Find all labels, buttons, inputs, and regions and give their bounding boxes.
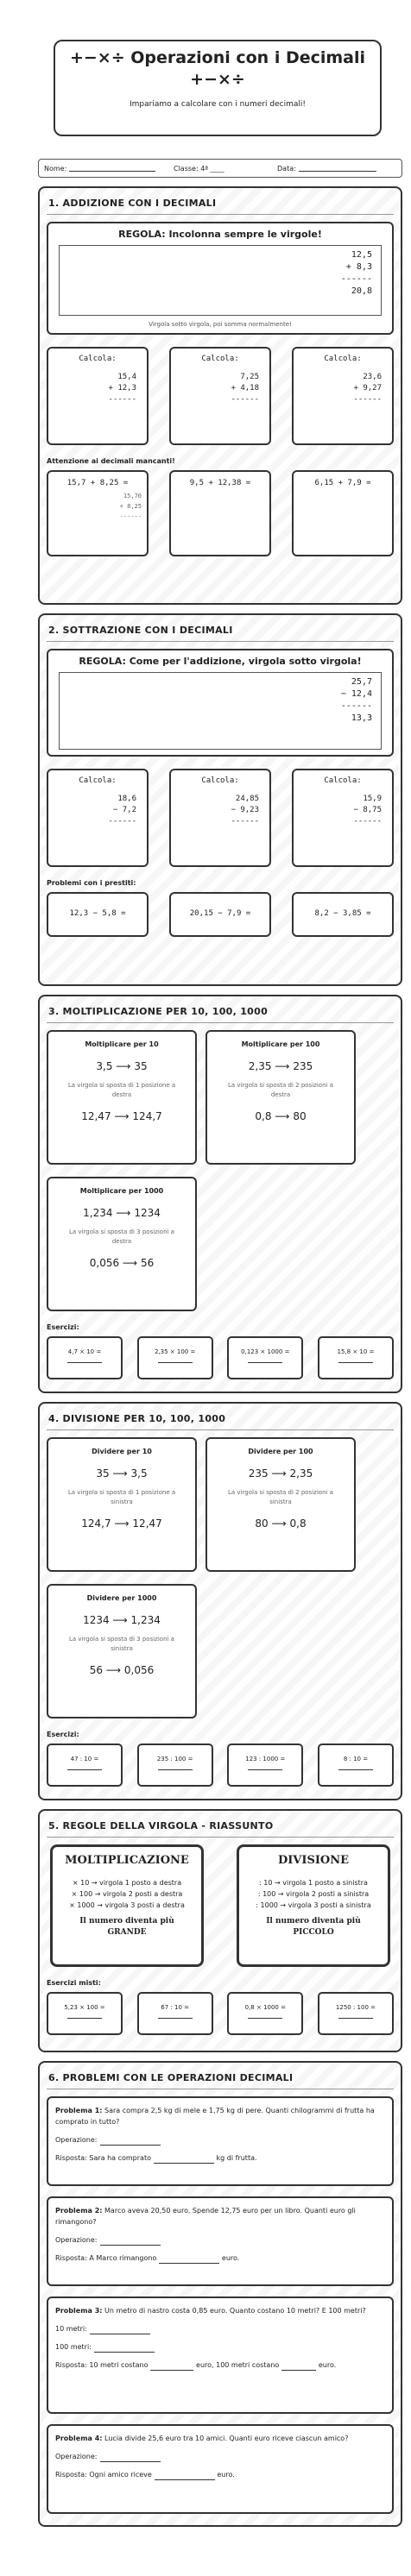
calc-box[interactable] [292, 347, 394, 445]
operation-label: 10 metri: [55, 2325, 87, 2333]
class-field[interactable] [174, 165, 277, 173]
calc-line: 24,85 [235, 795, 259, 803]
example-from: 0,8 [255, 1110, 272, 1122]
answer-line [67, 1769, 102, 1770]
operation-label: Operazione: [55, 2236, 98, 2244]
card-title: MOLTIPLICAZIONE [65, 1854, 189, 1867]
exercise-box[interactable] [137, 1744, 213, 1787]
exercise-text: 123 : 1000 = [245, 1756, 286, 1762]
calc-box[interactable] [292, 769, 394, 867]
answer-label: Risposta: A Marco rimangono [55, 2254, 157, 2262]
card-note: La virgola si sposta di 1 posizione a destra [67, 1082, 176, 1098]
exercise-row [47, 1744, 394, 1787]
exercise-text: 0,123 × 1000 = [241, 1348, 290, 1355]
answer-line [158, 2018, 193, 2019]
answer-unit: euro, 100 metri costano [196, 2361, 280, 2369]
example-line: 13,3 [351, 713, 372, 723]
name-field[interactable] [44, 165, 174, 173]
rule-conclusion-word: PICCOLO [293, 1928, 334, 1937]
operation-label: Operazione: [55, 2453, 98, 2460]
exercise-box[interactable] [137, 1992, 213, 2035]
rule-box [47, 222, 394, 335]
rule-line: × 100 → virgola 2 posti a destra [71, 1890, 183, 1898]
card-title: Dividere per 100 [248, 1448, 313, 1455]
exercise-text: 6,15 + 7,9 = [314, 479, 371, 487]
exercise-text: 2,35 × 100 = [154, 1348, 196, 1355]
rule-card [206, 1030, 356, 1165]
example-line: ------ [340, 274, 372, 284]
example-from: 1,234 [83, 1207, 113, 1219]
operation-label: 100 metri: [55, 2343, 92, 2351]
card-note: La virgola si sposta di 3 posizioni a sinistra [69, 1636, 174, 1652]
answer-line [338, 2018, 373, 2019]
answer-label: Risposta: Ogni amico riceve [55, 2471, 152, 2479]
answer-line-row [55, 2252, 385, 2264]
subheading: Esercizi: [47, 1323, 79, 1331]
exercise-box[interactable] [227, 1744, 303, 1787]
answer-label: Risposta: 10 metri costano [55, 2361, 149, 2369]
calc-line: 15,9 [363, 795, 382, 803]
example: 56 ⟶ 0,056 [89, 1664, 155, 1676]
rule-conclusion-word: GRANDE [107, 1928, 147, 1937]
answer-line [67, 1362, 102, 1363]
section-division [38, 1402, 402, 1800]
exercise-text: 15,7 + 8,25 = [66, 479, 129, 487]
exercise-box[interactable] [318, 1744, 394, 1787]
example-to: 0,056 [123, 1664, 155, 1676]
problem-text [55, 2205, 385, 2227]
answer-line-row [55, 2359, 385, 2371]
worksheet-header [54, 40, 382, 136]
answer-line [159, 2256, 219, 2264]
exercise-text: 9,5 + 12,38 = [189, 479, 251, 487]
example: 1,234 ⟶ 1234 [83, 1207, 161, 1219]
answer-line [338, 1362, 373, 1363]
subheading: Esercizi misti: [47, 1979, 101, 1987]
exercise-text: 0,8 × 1000 = [244, 2004, 286, 2011]
problem-body: Marco aveva 20,50 euro. Spende 12,75 euro per un libro. Quanti euro gli rimangono? [55, 2207, 356, 2226]
section-title: 1. ADDIZIONE CON I DECIMALI [47, 195, 394, 215]
example-to: 3,5 [130, 1467, 148, 1480]
answer-line-row [55, 2152, 385, 2164]
rule-conclusion: Il numero diventa più [79, 1917, 174, 1926]
example-from: 35 [96, 1467, 110, 1480]
card-note: La virgola si sposta di 3 posizioni a destra [69, 1228, 174, 1245]
example: 124,7 ⟶ 12,47 [81, 1517, 162, 1530]
example-to: 0,8 [289, 1517, 307, 1530]
card-note: La virgola si sposta di 1 posizione a sinistra [67, 1489, 176, 1505]
card-note: La virgola si sposta di 2 posizioni a destra [228, 1082, 333, 1098]
problem-label: Problema 4: [55, 2435, 103, 2442]
date-label: Data: [277, 164, 296, 173]
example: 2,35 ⟶ 235 [248, 1060, 313, 1072]
answer-unit: euro. [217, 2471, 235, 2479]
card-note: La virgola si sposta di 2 posizioni a sinistra [228, 1489, 333, 1505]
example: 12,47 ⟶ 124,7 [81, 1110, 162, 1122]
calc-label: Calcola: [324, 776, 362, 785]
example-to: 35 [134, 1060, 148, 1072]
exercise-text: 1250 : 100 = [335, 2004, 376, 2011]
rule-card [47, 1177, 197, 1311]
mini-exercise[interactable] [292, 470, 394, 556]
calc-label: Calcola: [201, 776, 239, 785]
exercise-box[interactable] [47, 1992, 123, 2035]
example-line: 12,5 [351, 250, 372, 260]
exercise-row [47, 1336, 394, 1379]
answer-line [281, 2363, 316, 2371]
answer-line [154, 2156, 214, 2164]
calc-line: − 7,2 [112, 806, 136, 814]
example: 0,8 ⟶ 80 [255, 1110, 307, 1122]
problem-text [55, 2105, 385, 2127]
problem-text [55, 2305, 385, 2316]
answer-line [90, 2327, 150, 2334]
student-info-bar [38, 159, 402, 178]
answer-line [158, 1362, 193, 1363]
rule-note: Virgola sotto virgola, poi somma normalmente! [149, 321, 292, 328]
problem-text [55, 2433, 385, 2444]
mini-exercise[interactable] [169, 470, 271, 556]
exercise-box[interactable] [47, 1744, 123, 1787]
section-subtraction [38, 613, 402, 986]
page-subtitle: Impariamo a calcolare con i numeri decimali! [130, 100, 306, 109]
exercise-text: 4,7 × 10 = [67, 1348, 102, 1355]
exercise-box[interactable] [227, 1336, 303, 1379]
problem-label: Problema 3: [55, 2307, 103, 2315]
answer-line [150, 2363, 193, 2371]
calc-line: ------ [108, 395, 136, 404]
example-to: 56 [140, 1257, 155, 1269]
mini-exercise[interactable] [47, 470, 149, 556]
exercise-box[interactable] [318, 1992, 394, 2035]
rule-card [47, 1437, 197, 1572]
date-line [299, 165, 376, 172]
problem-card[interactable] [47, 2424, 394, 2514]
answer-unit: euro. [221, 2254, 240, 2262]
operation-line [55, 2323, 385, 2334]
exercise-text: 8,2 − 3,85 = [314, 909, 371, 918]
rule-example [59, 672, 382, 750]
example: 1234 ⟶ 1,234 [83, 1614, 161, 1626]
problem-body: Sara compra 2,5 kg di mele e 1,75 kg di pere. Quanti chilogrammi di frutta ha comprato in tutto? [55, 2107, 375, 2126]
rule-box [47, 649, 394, 757]
card-title: Dividere per 10 [92, 1448, 152, 1455]
rule-conclusion: Il numero diventa più [266, 1917, 361, 1926]
exercise-box[interactable] [137, 1336, 213, 1379]
example: 235 ⟶ 2,35 [248, 1467, 313, 1480]
problem-card[interactable] [47, 2296, 394, 2414]
rule-line: : 1000 → virgola 3 posti a sinistra [256, 1901, 371, 1909]
rule-cards [47, 1030, 394, 1311]
example-to: 2,35 [289, 1467, 313, 1480]
calc-label: Calcola: [201, 355, 239, 363]
summary-card-division [237, 1844, 390, 1967]
calc-box[interactable] [169, 769, 271, 867]
example-line: 25,7 [351, 677, 372, 687]
mini-row [47, 892, 394, 937]
calc-line: ------ [231, 395, 259, 404]
example-line: 20,8 [351, 286, 372, 296]
answer-label: Risposta: Sara ha comprato [55, 2154, 151, 2162]
rule-title: REGOLA: Come per l'addizione, virgola sotto virgola! [79, 656, 362, 667]
calc-line: ------ [353, 817, 382, 826]
summary-cards [47, 1844, 394, 1967]
calc-line: 18,6 [117, 795, 136, 803]
calc-label: Calcola: [79, 355, 117, 363]
mini-exercise[interactable] [292, 892, 394, 937]
mini-exercise[interactable] [169, 892, 271, 937]
answer-line [248, 1362, 282, 1363]
subheading: Problemi con i prestiti: [47, 879, 136, 887]
problem-body: Lucia divide 25,6 euro tra 10 amici. Quanti euro riceve ciascun amico? [104, 2435, 349, 2442]
answer-unit: euro. [318, 2361, 337, 2369]
exercise-text: 67 : 10 = [161, 2004, 190, 2011]
exercise-text: 20,15 − 7,9 = [189, 909, 251, 918]
answer-line [338, 1769, 373, 1770]
section-title: 6. PROBLEMI CON LE OPERAZIONI DECIMALI [47, 2070, 394, 2089]
problem-card[interactable] [47, 2096, 394, 2186]
example-to: 124,7 [132, 1110, 162, 1122]
answer-line [100, 2238, 161, 2246]
hint-line: + 8,25 [119, 503, 142, 510]
rule-title: REGOLA: Incolonna sempre le virgole! [118, 229, 322, 240]
calc-line: + 9,27 [353, 384, 382, 393]
section-title: 2. SOTTRAZIONE CON I DECIMALI [47, 622, 394, 642]
answer-line [100, 2138, 161, 2146]
calc-row [47, 769, 394, 867]
subheading: Attenzione ai decimali mancanti! [47, 457, 175, 465]
example-from: 1234 [83, 1614, 110, 1626]
rule-cards [47, 1437, 394, 1718]
calc-box[interactable] [47, 769, 149, 867]
example-from: 2,35 [248, 1060, 272, 1072]
exercise-box[interactable] [47, 1336, 123, 1379]
problem-label: Problema 2: [55, 2207, 103, 2215]
example-from: 124,7 [81, 1517, 111, 1530]
answer-unit: kg di frutta. [216, 2154, 257, 2162]
exercise-text: 235 : 100 = [156, 1756, 193, 1762]
example-from: 3,5 [96, 1060, 113, 1072]
calc-line: ------ [108, 817, 136, 826]
example-from: 0,056 [89, 1257, 120, 1269]
exercise-row [47, 1992, 394, 2035]
calc-row [47, 347, 394, 445]
rule-line: : 10 → virgola 1 posto a sinistra [259, 1879, 368, 1887]
example-to: 1,234 [130, 1614, 161, 1626]
section-title: 3. MOLTIPLICAZIONE PER 10, 100, 1000 [47, 1003, 394, 1023]
example: 0,056 ⟶ 56 [89, 1257, 155, 1269]
rule-line: : 100 → virgola 2 posti a sinistra [257, 1890, 370, 1898]
card-title: Moltiplicare per 1000 [79, 1187, 164, 1195]
rule-line: × 1000 → virgola 3 posti a destra [69, 1901, 185, 1909]
example: 80 ⟶ 0,8 [255, 1517, 307, 1530]
exercise-text: 5,23 × 100 = [64, 2004, 105, 2011]
hint-line: 15,70 [123, 493, 142, 499]
class-label: Classe: 4ª ____ [174, 164, 224, 173]
section-summary [38, 1809, 402, 2052]
calc-line: ------ [231, 817, 259, 826]
calc-line: + 4,18 [231, 384, 259, 393]
rule-card [47, 1030, 197, 1165]
calc-line: 23,6 [363, 373, 382, 381]
operation-line [55, 2341, 385, 2353]
exercise-text: 15,8 × 10 = [337, 1348, 375, 1355]
card-title: Moltiplicare per 10 [85, 1040, 159, 1048]
answer-line-row [55, 2469, 385, 2480]
calc-line: + 12,3 [108, 384, 136, 393]
rule-example [59, 245, 382, 316]
name-line [69, 165, 155, 172]
name-label: Nome: [44, 164, 67, 173]
example-line: − 12,4 [340, 689, 372, 699]
calc-label: Calcola: [324, 355, 362, 363]
example-line: ------ [340, 701, 372, 711]
section-problems [38, 2061, 402, 2527]
exercise-text: 8 : 10 = [343, 1756, 369, 1762]
example-to: 235 [293, 1060, 313, 1072]
calc-line: 15,4 [117, 373, 136, 381]
problem-card[interactable] [47, 2196, 394, 2286]
example-line: + 8,3 [345, 262, 372, 272]
calc-label: Calcola: [79, 776, 117, 785]
exercise-box[interactable] [318, 1336, 394, 1379]
calc-line: ------ [353, 395, 382, 404]
calc-box[interactable] [169, 347, 271, 445]
section-multiplication [38, 995, 402, 1393]
mini-exercise[interactable] [47, 892, 149, 937]
example-to: 80 [293, 1110, 307, 1122]
example-from: 235 [248, 1467, 269, 1480]
section-title: 5. REGOLE DELLA VIRGOLA - RIASSUNTO [47, 1818, 394, 1838]
rule-card [206, 1437, 356, 1572]
example-to: 12,47 [132, 1517, 162, 1530]
answer-line [248, 1769, 282, 1770]
date-field[interactable] [277, 165, 376, 173]
problem-label: Problema 1: [55, 2107, 103, 2114]
rule-card [47, 1584, 197, 1718]
answer-line [158, 1769, 193, 1770]
example-from: 56 [89, 1664, 104, 1676]
example: 35 ⟶ 3,5 [96, 1467, 148, 1480]
subheading: Esercizi: [47, 1731, 79, 1738]
mini-row [47, 470, 394, 556]
card-title: DIVISIONE [277, 1854, 350, 1867]
calc-line: 7,25 [240, 373, 259, 381]
summary-card-multiplication [50, 1844, 204, 1967]
page-title: +−×÷ Operazioni con i Decimali [69, 48, 366, 67]
exercise-text: 12,3 − 5,8 = [69, 909, 126, 918]
answer-line [67, 2018, 102, 2019]
operation-line [55, 2451, 385, 2462]
calc-line: − 9,23 [231, 806, 259, 814]
answer-line [248, 2018, 282, 2019]
operation-label: Operazione: [55, 2136, 98, 2144]
hint-line: ------ [119, 513, 142, 520]
section-addition [38, 186, 402, 605]
title-symbols: +−×÷ [190, 70, 245, 89]
rule-line: × 10 → virgola 1 posto a destra [72, 1879, 182, 1887]
answer-line [100, 2454, 161, 2462]
exercise-box[interactable] [227, 1992, 303, 2035]
example-to: 1234 [134, 1207, 161, 1219]
card-title: Dividere per 1000 [86, 1594, 157, 1602]
calc-line: − 8,75 [353, 806, 382, 814]
operation-line [55, 2234, 385, 2246]
example: 3,5 ⟶ 35 [96, 1060, 148, 1072]
operation-line [55, 2134, 385, 2146]
section-title: 4. DIVISIONE PER 10, 100, 1000 [47, 1411, 394, 1430]
exercise-text: 47 : 10 = [70, 1756, 99, 1762]
card-title: Moltiplicare per 100 [241, 1040, 320, 1048]
example-from: 12,47 [81, 1110, 111, 1122]
problem-body: Un metro di nastro costa 0,85 euro. Quanto costano 10 metri? E 100 metri? [104, 2307, 366, 2315]
calc-box[interactable] [47, 347, 149, 445]
answer-line [155, 2472, 215, 2480]
answer-line [94, 2345, 155, 2353]
example-from: 80 [255, 1517, 269, 1530]
